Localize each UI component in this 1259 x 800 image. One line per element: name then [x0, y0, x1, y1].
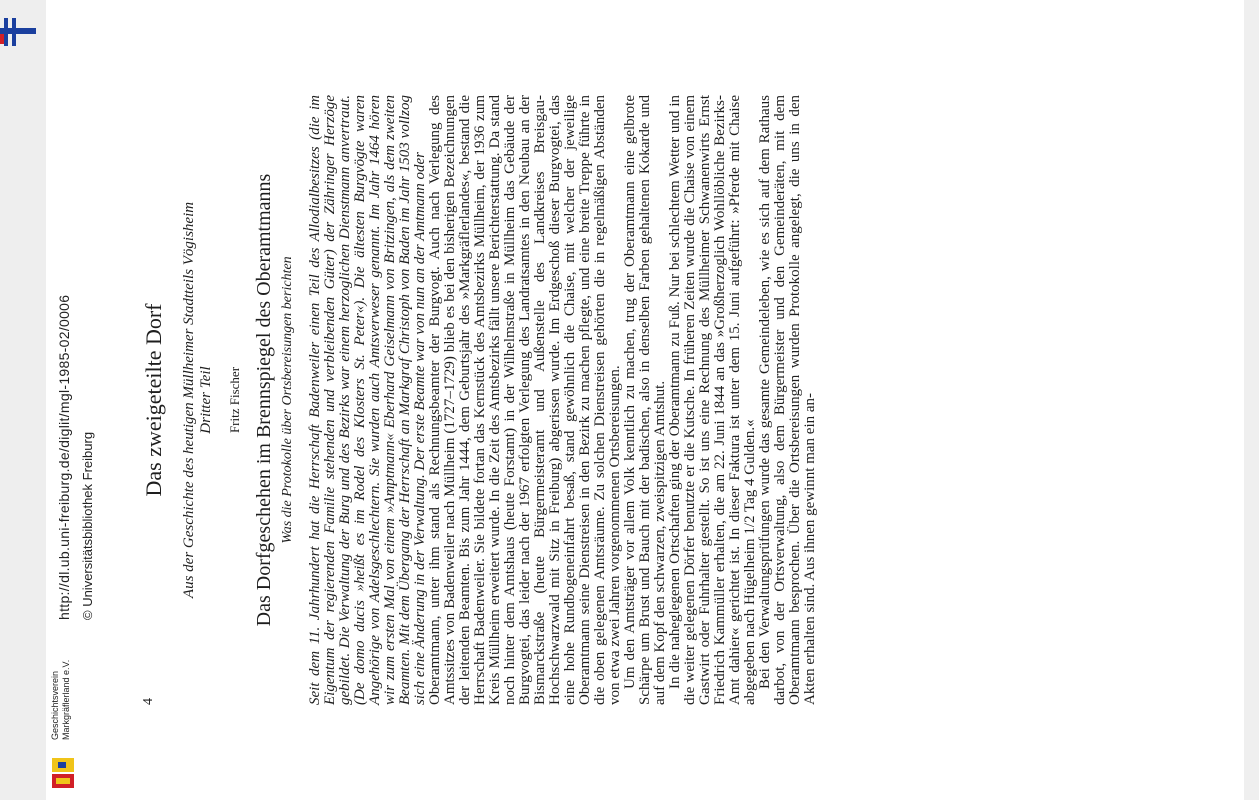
page-text [141, 95, 818, 705]
body-paragraph: Bei den Verwaltungsprüfungen wurde das gesamte Gemeindeleben, wie es sich auf dem Rathaus darbot, von der Ortsverwaltung, also dem Bürgermeister und den Gemeinderäten, mit dem Oberamtmann besprochen. Über die Ortsbereisungen wurden Protokolle angelegt, die uns in den Akten erhalten sind. Aus ihnen gewinnt man ein an- [757, 95, 818, 705]
attribution-bar [46, 0, 116, 800]
document-page [46, 0, 1244, 800]
series-subtitle: Aus der Geschichte des heutigen Müllheimer Stadtteils Vögisheim Dritter Teil [181, 201, 214, 599]
rotated-page-frame [46, 0, 1244, 800]
flag-icon [0, 14, 40, 54]
copyright-notice: © Universitätsbibliothek Freiburg [80, 431, 95, 620]
article-title: Das Dorfgeschehen im Brennspiegel des Oberamtmanns [253, 173, 275, 627]
article-subtitle: Was die Protokolle über Ortsbereisungen berichten [280, 256, 295, 544]
publisher-label: Geschichtsverein Markgräflerland e.V. [50, 659, 71, 740]
left-sidebar [0, 0, 47, 800]
coat-of-arms-icon [50, 744, 76, 790]
body-paragraph: Um den Amtsträger vor allem Volk kenntlich zu machen, trug der Oberamtmann eine gelbrote Schärpe um Brust und Bauch mit der badischen, also in denselben Farben gehaltenen Kokarde und auf dem Kopf den schwarzen, zweispitzigen Amtshut. [622, 95, 668, 705]
right-scroll-strip[interactable] [1244, 0, 1259, 800]
source-url[interactable]: http://dl.ub.uni-freiburg.de/diglit/mgl-1985-02/0006 [56, 294, 72, 620]
page-number: 4 [141, 698, 156, 705]
body-paragraph: In die naheglegenen Ortschaften ging der Oberamtmann zu Fuß. Nur bei schlechtem Wetter und in die weiter gelegenen Dörfer benutzte er die Kutsche. In früheren Zeiten wurde die Chaise von einem Gastwirt oder Fuhrhalter gestellt. So ist uns eine Rechnung des Müllheimer Schwanenwirts Ernst Friedrich Kammüller erhalten, die am 22. Juni 1844 an das »Großherzoglich Wohllöbliche Bezirks-Amt dahier« gerichtet ist. In dieser Faktura ist unter dem 15. Juni aufgeführt: »Pferde mit Chaise abgegeben nach Hügelheim 1/2 Tag 4 Gulden.« [667, 95, 758, 705]
chapter-heading: Das zweigeteilte Dorf [141, 303, 166, 497]
intro-paragraph: Seit dem 11. Jahrhundert hat die Herrschaft Badenweiler einen Teil des Allodialbesitzes (die im Eigentum der regierenden Familie stehenden und verbleibenden Güter) der Zähringer Herzöge gebildet. Die Verwaltung der Burg und des Bezirks war einem herzoglichen Dienstmann anvertraut. (De domo ducis »heißt es im Rodel des Klosters St. Peter«). Die ältesten Burgvögte waren Angehörige von Adelsgeschlechtern. Sie wurden auch Amtsverweser genannt. Im Jahr 1464 hören wir zum ersten Mal von einem »Amptmann« Eberhard Geiselmann von Britzingen, als dem zweiten Beamten. Mit dem Übergang der Herrschaft an Markgraf Christoph von Baden im Jahr 1503 vollzog sich eine Änderung in der Verwaltung. Der erste Beamte war von nun an der Amtmann oder [307, 95, 428, 705]
author-name: Fritz Fischer [227, 366, 242, 434]
body-paragraph: Oberamtmann, unter ihm stand als Rechnungsbeamter der Burgvogt. Auch nach Verlegung des Amtssitzes von Badenweiler nach Müllheim (1727–1729) blieb es bei den bisherigen Bezeichnungen der leitenden Beamten. Bis zum Jahr 1444, dem Geburtsjahr des »Markgräflerlandes«, bestand die Herrschaft Badenweiler. Sie bildete fortan das Kernstück des Amtsbezirks Müllheim, der 1936 zum Kreis Müllheim erweitert wurde. In die Zeit des Amtsbezirks fällt unsere Berichterstattung. Da stand noch hinter dem Amtshaus (heute Forstamt) in der Wilhelmstraße in Müllheim das Gebäude der Burgvogtei, das leider nach der 1967 erfolgten Verlegung des Landratsamtes in den Neubau an der Bismarckstraße (heute Bürgermeisteramt und Außenstelle des Landkreises Breisgau-Hochschwarzwald mit Sitz in Freiburg) abgerissen wurde. Im Erdgeschoß dieser Burgvogtei, das eine hohe Rundbogeneinfahrt besaß, stand gewöhnlich die Chaise, mit welcher der jeweilige Oberamtmann seine Dienstreisen in den Bezirk zu machen pflegte, und eine breite Treppe führte in die oben gelegenen Amtsräume. Zu solchen Dienstreisen gehörten die in regelmäßigen Abständen von etwa zwei Jahren vorgenommenen Ortsbereisungen. [427, 95, 623, 705]
